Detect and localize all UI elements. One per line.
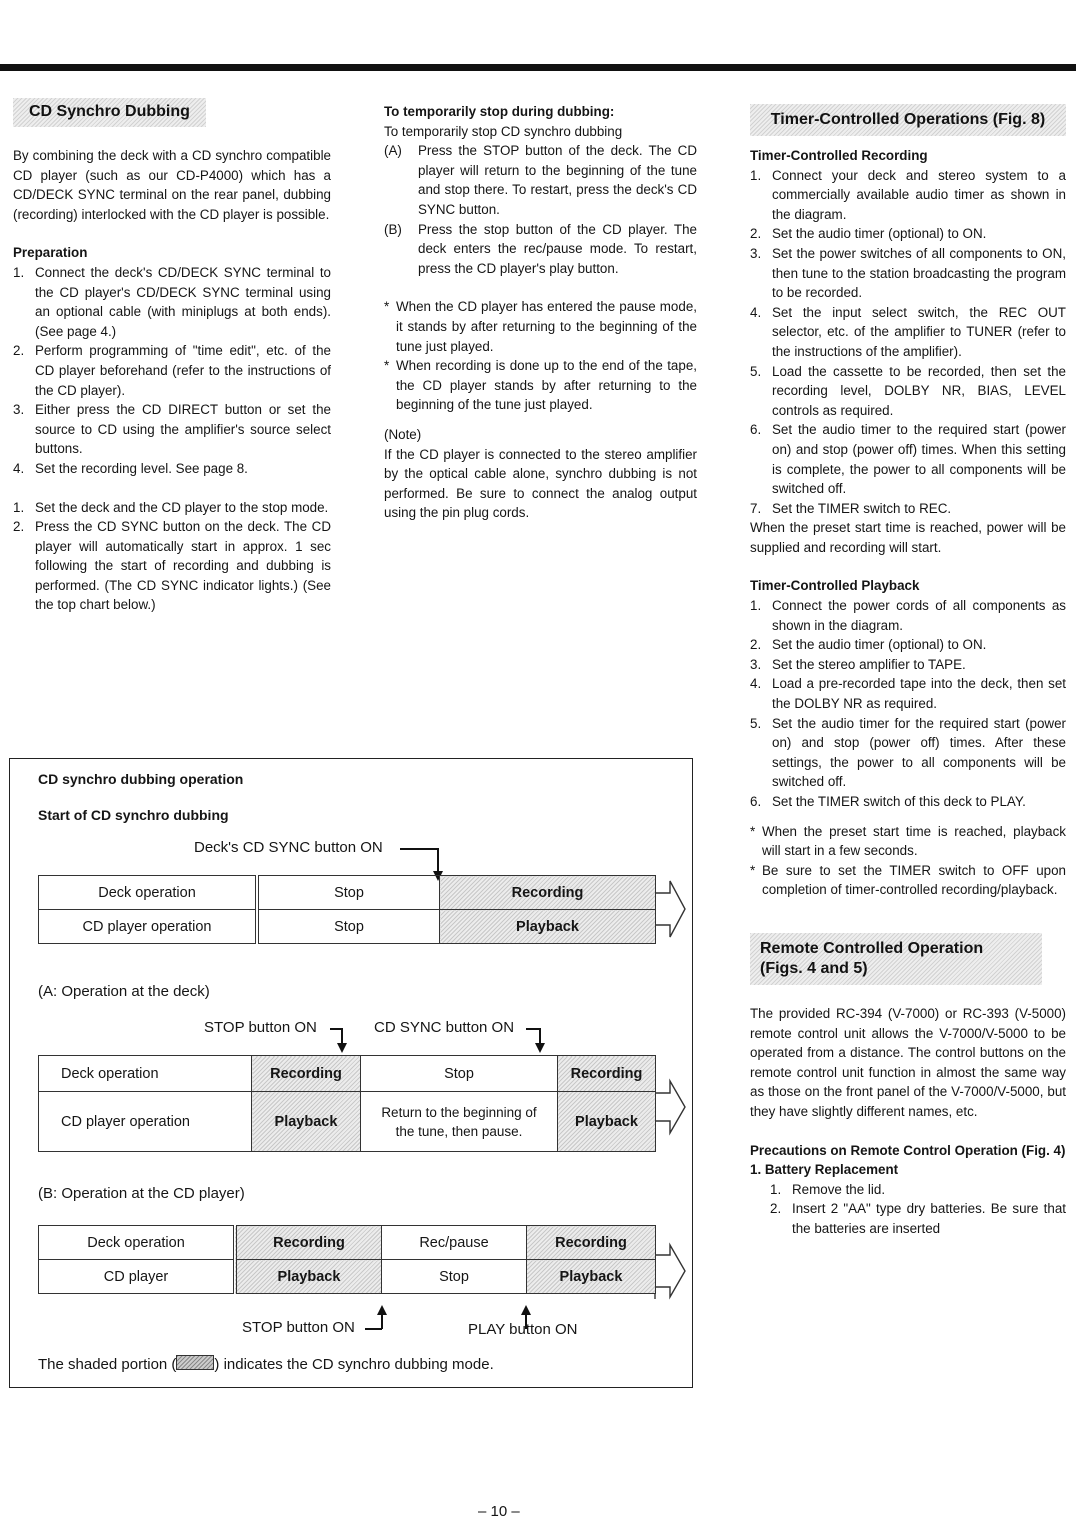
table-cell-shaded: Playback [527,1260,656,1294]
table-cell-shaded: Recording [235,1226,382,1260]
shading-legend: The shaded portion ( ) indicates the CD synchro dubbing mode. [38,1356,494,1373]
list-item: (B) Press the stop button of the CD player. The deck enters the rec/pause mode. To restart, press the CD player's play button. [384,221,697,276]
list-item: 4. Set the recording level. See page 8. [13,460,248,476]
steps-list [13,498,331,616]
table-cell: Stop [257,910,440,944]
stop-title: To temporarily stop during dubbing: [384,104,615,119]
stop-subtitle: To temporarily stop CD synchro dubbing [384,123,623,139]
table-cell: Rec/pause [382,1226,527,1260]
table-cell: Return to the beginning of the tune, then pause. [361,1092,558,1152]
table-cell: Deck operation [39,1056,252,1092]
list-item: 2. Set the audio timer (optional) to ON. [750,226,987,242]
table-cell-shaded: Recording [440,876,656,910]
table-start-dubbing [38,875,656,944]
table-operation-deck [38,1055,656,1152]
note-playback-start: * When the preset start time is reached, playback will start in a few seconds. [750,823,1066,859]
table-cell: CD player [39,1260,236,1294]
precautions-title: Precautions on Remote Control Operation (Fig. 4) [750,1142,1066,1158]
timer-recording-title: Timer-Controlled Recording [750,148,928,163]
note-label: (Note) [384,426,422,442]
timer-recording-list [750,166,1066,519]
intro-paragraph: By combining the deck with a CD synchro compatible CD player (such as our CD-P4000) which has a CD/DECK SYNC terminal on the rear panel, dubbing (recording) interlocked with the CD player is possible. [13,148,331,222]
table-operation-cd-player [38,1225,656,1294]
stop-options-list [384,141,697,278]
table-cell: Deck operation [39,1226,236,1260]
note-tape-end: * When recording is done up to the end of the tape, the CD player stands by after returning to the beginning of the tune just played. [384,358,697,413]
list-item: 3. Either press the CD DIRECT button or set the source to CD using the amplifier's source select buttons. [13,402,331,457]
table-cell: CD player operation [39,1092,252,1152]
preparation-list [13,263,331,479]
list-item: 2. Perform programming of "time edit", etc. of the CD player beforehand (refer to the instructions of the CD player). [13,343,331,398]
section-heading-remote: Remote Controlled Operation (Figs. 4 and 5) [750,933,1042,985]
column-temporary-stop [384,102,697,523]
table-cell-shaded: Recording [527,1226,656,1260]
note-pause: * When the CD player has entered the pause mode, it stands by after returning to the beginning of the tune just played. [384,299,697,354]
timer-playback-list [750,596,1066,812]
timer-recording-end: When the preset start time is reached, power will be supplied and recording will start. [750,520,1066,555]
table-cell-shaded: Playback [440,910,656,944]
list-item: 1. Set the deck and the CD player to the stop mode. [13,499,329,515]
list-item: 2. Set the audio timer (optional) to ON. [750,637,987,653]
battery-title: 1. Battery Replacement [750,1162,899,1178]
list-item: 1. Remove the lid. [770,1181,886,1197]
note-timer-off: * Be sure to set the TIMER switch to OFF upon completion of timer-controlled recording/playback. [750,862,1066,898]
top-rule [0,64,1076,71]
list-item: 1. Connect your deck and stereo system to a commercially available audio timer as shown in the diagram. [750,167,1066,222]
list-item: (A) Press the STOP button of the deck. The CD player will return to the beginning of the tune and stop there. To restart, press the deck's CD SYNC button. [384,143,697,217]
list-item: 6. Set the audio timer to the required start (power on) and stop (power off) times. When this setting is complete, the power to all components will be switched off. [750,422,1066,497]
note-text: If the CD player is connected to the stereo amplifier by the optical cable alone, synchro dubbing is not performed. Be sure to connect the analog output using the pin plug cords. [384,446,697,521]
page-number: – 10 – [478,1503,520,1520]
diagram-title: CD synchro dubbing operation [38,771,244,787]
column-timer-remote [750,104,1066,1239]
list-item: 5. Load the cassette to be recorded, then set the recording level, DOLBY NR, BIAS, LEVEL controls as required. [750,363,1066,418]
trigger-cd-sync-on-2: CD SYNC button ON [374,1019,515,1036]
list-item: 1. Connect the deck's CD/DECK SYNC terminal to the CD player's CD/DECK SYNC terminal using an optional cable (with miniplugs at both ends). (See page 4.) [13,264,331,339]
diagram-start-title: Start of CD synchro dubbing [38,807,229,823]
list-item: 6. Set the TIMER switch of this deck to PLAY. [750,794,1026,809]
cd-synchro-diagram [9,758,693,1388]
table-cell: CD player operation [39,910,258,944]
table-cell: Deck operation [39,876,258,910]
trigger-play-on: PLAY button ON [468,1321,578,1338]
label-operation-cd-player: (B: Operation at the CD player) [38,1185,245,1202]
table-cell-shaded: Recording [252,1056,361,1092]
table-cell: Stop [382,1260,527,1294]
shade-swatch-icon [176,1355,214,1370]
label-operation-deck: (A: Operation at the deck) [38,983,210,1000]
table-cell-shaded: Recording [558,1056,656,1092]
table-cell-shaded: Playback [252,1092,361,1152]
table-cell-shaded: Playback [235,1260,382,1294]
table-cell: Stop [361,1056,558,1092]
list-item: 4. Set the input select switch, the REC OUT selector, etc. of the amplifier to TUNER (refer to the instructions of the amplifier). [750,304,1066,359]
section-heading-timer: Timer-Controlled Operations (Fig. 8) [750,104,1066,136]
battery-steps-list [750,1180,1066,1239]
list-item: 1. Connect the power cords of all components as shown in the diagram. [750,598,1066,633]
trigger-cd-sync-on: Deck's CD SYNC button ON [194,839,383,856]
column-cd-synchro [13,98,331,615]
list-item: 3. Set the stereo amplifier to TAPE. [750,656,966,672]
table-cell-shaded: Playback [558,1092,656,1152]
trigger-stop-on: STOP button ON [204,1019,317,1036]
list-item: 5. Set the audio timer for the required start (power on) and stop (power off) times. After these settings, the power to all components will be switched off. [750,715,1066,790]
list-item: 4. Load a pre-recorded tape into the deck, then set the DOLBY NR as required. [750,676,1066,712]
trigger-stop-on-b: STOP button ON [242,1319,355,1336]
list-item: 2. Insert 2 "AA" type dry batteries. Be sure that the batteries are inserted [770,1201,1066,1236]
timer-playback-title: Timer-Controlled Playback [750,578,920,594]
section-heading-cd-synchro: CD Synchro Dubbing [13,98,206,127]
table-cell: Stop [257,876,440,910]
list-item: 2. Press the CD SYNC button on the deck. The CD player will automatically start in approx. 1 sec following the start of recording and dubbing is performed. (The CD SYNC indicator lights.) (See the top chart below.) [13,519,331,613]
remote-intro: The provided RC-394 (V-7000) or RC-393 (V-5000) remote control unit allows the V-7000/V-5000 to be operated from a distance. The control buttons on the remote control unit function in almost the same way as those on the front panel of the V-7000/V-5000, but they have slightly different names, etc. [750,1005,1066,1119]
list-item: 7. Set the TIMER switch to REC. [750,500,952,516]
preparation-title: Preparation [13,245,88,261]
list-item: 3. Set the power switches of all components to ON, then tune to the station broadcasting the program to be recorded. [750,245,1066,301]
